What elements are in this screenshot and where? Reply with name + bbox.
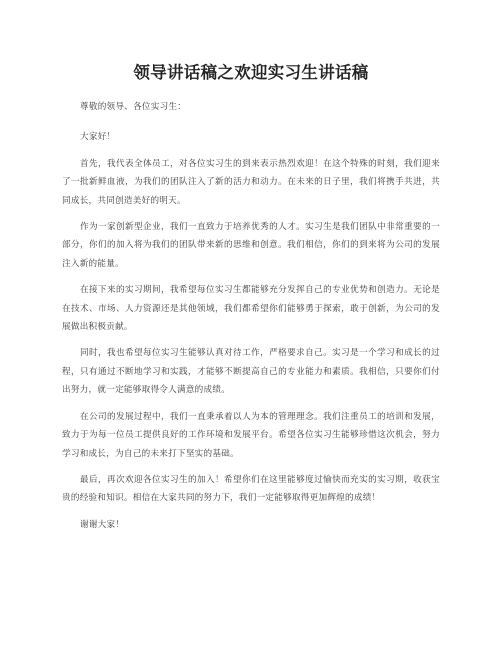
document-title: 领导讲话稿之欢迎实习生讲话稿 <box>133 63 369 82</box>
paragraph-closing: 最后，再次欢迎各位实习生的加入！希望你们在这里能够度过愉快而充实的实习期，收获宝贵的经验和知识。相信在大家共同的努力下，我们一定能够取得更加辉煌的成绩！ <box>62 474 440 504</box>
document-body <box>62 98 440 534</box>
paragraph-greeting: 大家好！ <box>80 132 116 143</box>
paragraph-salutation: 尊敬的领导、各位实习生： <box>80 102 187 112</box>
paragraph-thanks: 谢谢大家！ <box>80 519 125 530</box>
paragraph-expectations: 在接下来的实习期间，我希望每位实习生都能够充分发挥自己的专业优势和创造力。无论是在技术、市场、人力资源还是其他领域，我们都希望你们能够勇于探索，敢于创新，为公司的发展做出积极贡献。 <box>62 285 440 333</box>
paragraph-company: 作为一家创新型企业，我们一直致力于培养优秀的人才。实习生是我们团队中非常重要的一部分，你们的加入将为我们的团队带来新的思维和创意。我们相信，你们的到来将为公司的发展注入新的能量。 <box>62 222 440 269</box>
paragraph-philosophy: 在公司的发展过程中，我们一直秉承着以人为本的管理理念。我们注重员工的培训和发展，致力于为每一位员工提供良好的工作环境和发展平台。希望各位实习生能够珍惜这次机会，努力学习和成长，为自己的未来打下坚实的基础。 <box>62 411 440 459</box>
paragraph-welcome: 首先，我代表全体员工，对各位实习生的到来表示热烈欢迎！在这个特殊的时刻，我们迎来了一批新鲜血液，为我们的团队注入了新的活力和动力。在未来的日子里，我们将携手共进，共同成长，共同创造美好的明天。 <box>62 158 440 206</box>
paragraph-attitude: 同时，我也希望每位实习生能够认真对待工作，严格要求自己。实习是一个学习和成长的过程，只有通过不断地学习和实践，才能够不断提高自己的专业能力和素质。我相信，只要你们付出努力，就一定能够取得令人满意的成绩。 <box>62 348 440 396</box>
